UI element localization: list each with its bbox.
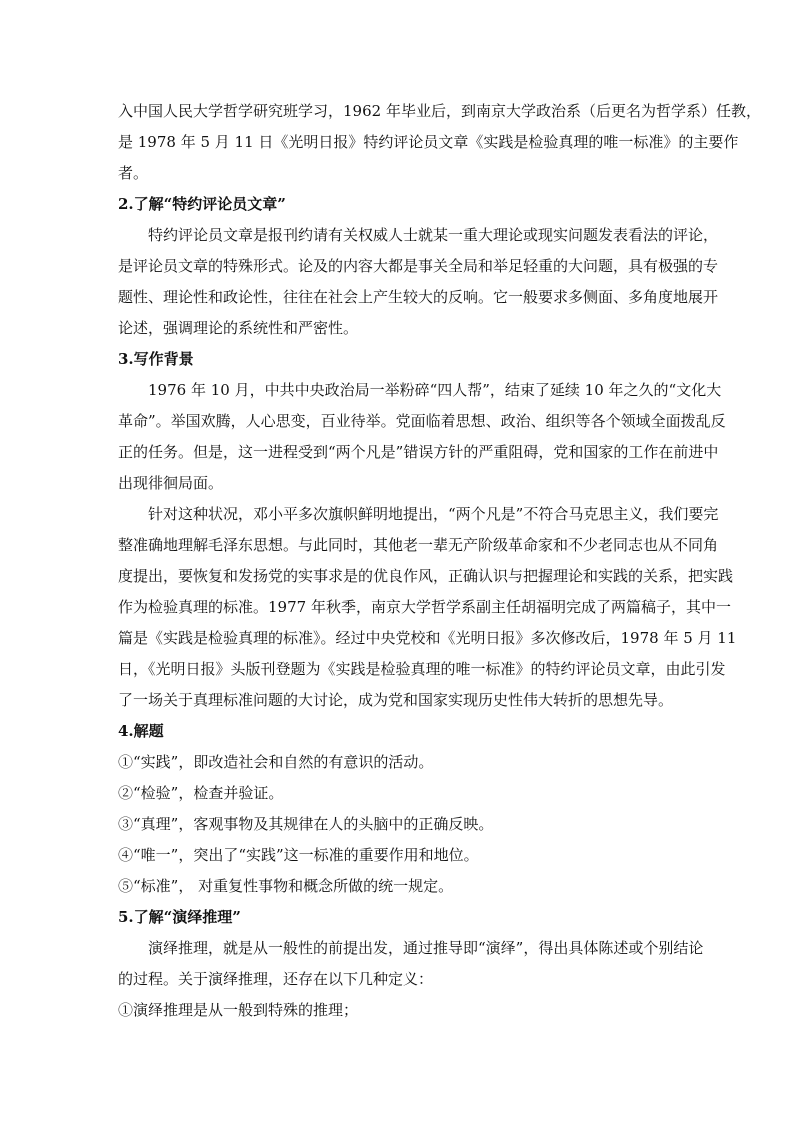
text-line: 篇是《实践是检验真理的标准》。经过中央党校和《光明日报》多次修改后，1978 年 5 月 11 (118, 629, 737, 647)
text-line: ④“唯一”，突出了“实践”这一标准的重要作用和地位。 (118, 846, 479, 864)
text-line: 作为检验真理的标准。1977 年秋季，南京大学哲学系副主任胡福明完成了两篇稿子，其中一 (118, 598, 731, 616)
text-line: 的过程。关于演绎推理，还存在以下几种定义： (118, 970, 434, 988)
text-line: 针对这种状况，邓小平多次旗帜鲜明地提出，“两个凡是”不符合马克思主义，我们要完 (148, 505, 719, 523)
section-heading: 3.写作背景 (118, 350, 194, 368)
text-line: 题性、理论性和政论性，往往在社会上产生较大的反响。它一般要求多侧面、多角度地展开 (118, 288, 719, 306)
text-line: 革命”。举国欢腾，人心思变，百业待举。党面临着思想、政治、组织等各个领域全面拨乱反 (118, 412, 726, 430)
text-line: ①“实践”，即改造社会和自然的有意识的活动。 (118, 753, 434, 771)
text-line: 了一场关于真理标准问题的大讨论，成为党和国家实现历史性伟大转折的思想先导。 (118, 691, 674, 709)
text-line: 1976 年 10 月，中共中央政治局一举粉碎“四人帮”，结束了延续 10 年之久的“文化大 (148, 381, 722, 399)
text-line: 正的任务。但是，这一进程受到“两个凡是”错误方针的严重阻碍，党和国家的工作在前进中 (118, 443, 719, 461)
text-line: 整准确地理解毛泽东思想。与此同时，其他老一辈无产阶级革命家和不少老同志也从不同角 (118, 536, 719, 554)
text-line: ①演绎推理是从一般到特殊的推理； (118, 1001, 359, 1019)
text-line: 出现徘徊局面。 (118, 474, 224, 492)
text-line: ②“检验”，检查并验证。 (118, 784, 284, 802)
text-line: 是 1978 年 5 月 11 日《光明日报》特约评论员文章《实践是检验真理的唯一标准》的主要作 (118, 133, 739, 151)
document-body (118, 96, 761, 1026)
text-line: ⑤“标准”， 对重复性事物和概念所做的统一规定。 (118, 877, 454, 895)
text-line: ③“真理”，客观事物及其规律在人的头脑中的正确反映。 (118, 815, 494, 833)
text-line: 日，《光明日报》头版刊登题为《实践是检验真理的唯一标准》的特约评论员文章，由此引发 (118, 660, 726, 678)
text-line: 特约评论员文章是报刊约请有关权威人士就某一重大理论或现实问题发表看法的评论， (148, 226, 719, 244)
section-heading: 5.了解“演绎推理” (118, 908, 241, 926)
text-line: 是评论员文章的特殊形式。论及的内容大都是事关全局和举足轻重的大问题，具有极强的专 (118, 257, 719, 275)
text-line: 论述，强调理论的系统性和严密性。 (118, 319, 359, 337)
text-line: 演绎推理，就是从一般性的前提出发，通过推导即“演绎”，得出具体陈述或个别结论 (148, 939, 704, 957)
section-heading: 2.了解“特约评论员文章” (118, 195, 286, 213)
text-line: 者。 (118, 164, 149, 182)
section-heading: 4.解题 (118, 722, 164, 740)
text-line: 入中国人民大学哲学研究班学习，1962 年毕业后，到南京大学政治系（后更名为哲学系）任教， (118, 102, 761, 120)
text-line: 度提出，要恢复和发扬党的实事求是的优良作风，正确认识与把握理论和实践的关系，把实践 (118, 567, 734, 585)
